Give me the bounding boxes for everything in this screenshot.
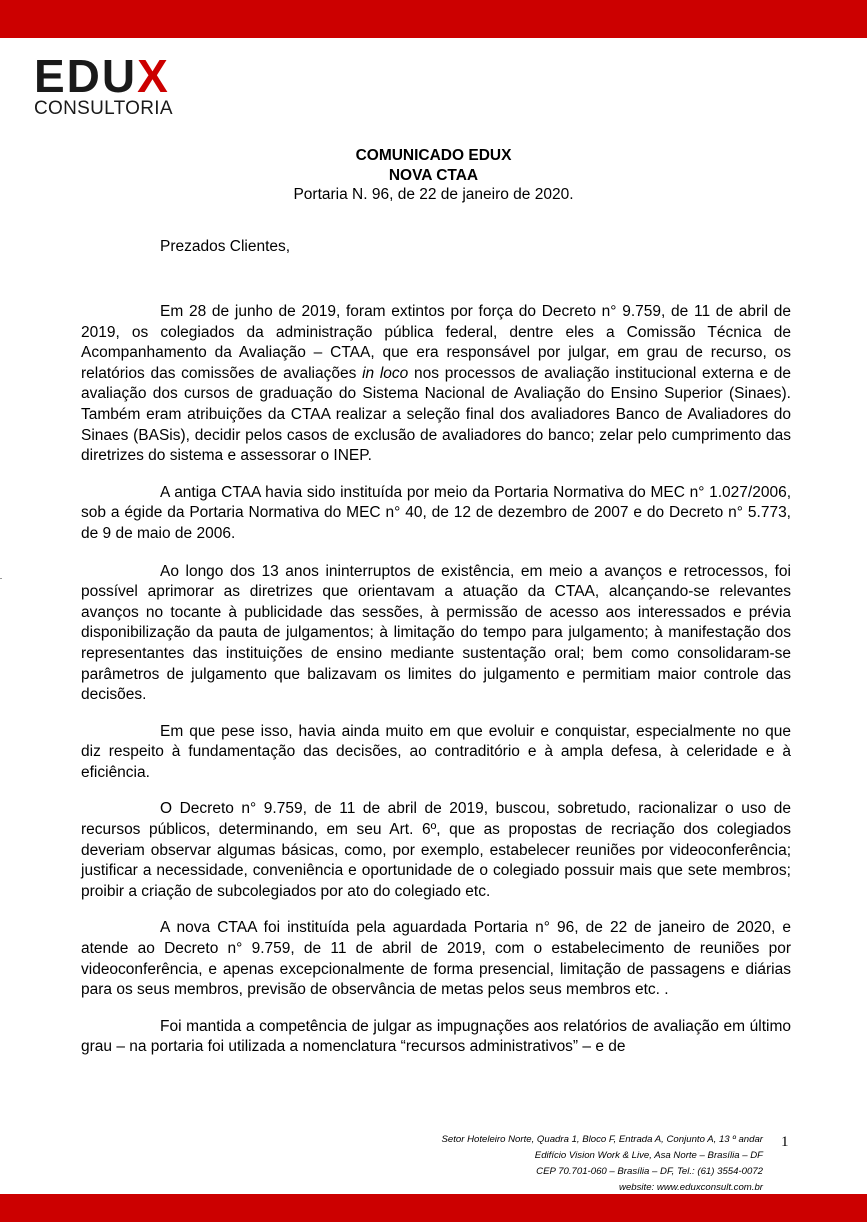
document-reference: Portaria N. 96, de 22 de janeiro de 2020. — [293, 186, 574, 203]
paragraph-1-italic: in loco — [362, 364, 409, 382]
footer-line-3: CEP 70.701-060 – Brasília – DF, Tel.: (61) 3554-0072 — [536, 1166, 763, 1177]
footer-address — [441, 1132, 763, 1196]
logo-x-mark: X — [137, 50, 170, 102]
greeting: Prezados Clientes, — [160, 238, 291, 255]
paragraph-1 — [81, 302, 791, 467]
paragraph-1-part-b: nos processos de avaliação institucional externa e de avaliação dos cursos de graduação do Sistema Nacional de Avaliação do Ensino Superior (Sinaes). Também eram atribuições da CTAA realizar a seleção final dos avaliadores Banco de Avaliadores do Sinaes (BASis), decidir pelos casos de exclusão de avaliadores do banco; zelar pelo cumprimento das diretrizes do sistema e assessorar o INEP. — [81, 364, 792, 465]
logo-subtitle: CONSULTORIA — [34, 98, 173, 119]
bottom-brand-bar — [0, 1194, 867, 1222]
top-brand-bar — [0, 0, 867, 38]
document-title: COMUNICADO EDUX — [355, 147, 512, 164]
footer-line-1: Setor Hoteleiro Norte, Quadra 1, Bloco F, Entrada A, Conjunto A, 13 º andar — [441, 1134, 763, 1145]
page-number: 1 — [781, 1134, 789, 1150]
paragraph-4: Em que pese isso, havia ainda muito em que evoluir e conquistar, especialmente no que diz respeito à fundamentação das decisões, ao contraditório e à ampla defesa, à celeridade e à eficiência. — [81, 722, 791, 781]
document-body — [81, 302, 791, 1074]
paragraph-2: A antiga CTAA havia sido instituída por meio da Portaria Normativa do MEC n° 1.027/2006, sob a égide da Portaria Normativa do MEC n° 40, de 12 de dezembro de 2007 e do Decreto n° 5.773, de 9 de maio de 2006. — [81, 483, 791, 542]
logo-wordmark-letters: EDU — [34, 50, 138, 102]
footer-website: website: www.eduxconsult.com.br — [619, 1182, 763, 1193]
paragraph-7: Foi mantida a competência de julgar as impugnações aos relatórios de avaliação em último grau – na portaria foi utilizada a nomenclatura “recursos administrativos” – e de — [81, 1017, 791, 1056]
paragraph-6: A nova CTAA foi instituída pela aguardada Portaria n° 96, de 22 de janeiro de 2020, e atende ao Decreto n° 9.759, de 11 de abril de 2019, com o estabelecimento de reuniões por videoconferência, e apenas excepcionalmente de forma presencial, limitação de passagens e diárias para os seus membros, previsão de observância de metas pelos seus membros etc. . — [81, 919, 791, 999]
document-subtitle: NOVA CTAA — [388, 167, 479, 184]
paragraph-5: O Decreto n° 9.759, de 11 de abril de 2019, buscou, sobretudo, racionalizar o uso de recursos públicos, determinando, em seu Art. 6º, que as propostas de recriação dos colegiados deveriam observar algumas básicas, como, por exemplo, estabelecer reuniões por videoconferência; justificar a necessidade, conveniência e oportunidade de o colegiado possuir mais que sete membros; proibir a criação de subcolegiados por ato do colegiado etc. — [81, 800, 791, 900]
paragraph-3: Ao longo dos 13 anos ininterruptos de existência, em meio a avanços e retrocessos, foi possível aprimorar as diretrizes que orientavam a atuação da CTAA, alcançando-se relevantes avanços no tocante à publicidade das sessões, à permissão de acesso aos interessados e prévia disponibilização da pauta de julgamentos; à limitação do tempo para julgamento; à manifestação dos representantes das instituições de ensino mediante sustentação oral; bem como consolidaram-se parâmetros de julgamento que balizavam os limites do julgamento e permitiam maior controle das decisões. — [81, 562, 791, 704]
edux-logo — [34, 52, 184, 122]
footer-line-2: Edifício Vision Work & Live, Asa Norte – Brasília – DF — [534, 1150, 763, 1161]
margin-mark — [0, 578, 2, 579]
logo-wordmark — [34, 52, 170, 100]
paragraph-1-part-a: Em 28 de junho de 2019, foram extintos por força do Decreto n° 9.759, de 11 de abril de 2019, os colegiados da administração pública federal, dentre eles a Comissão Técnica de Acompanhamento da Avaliação – CTAA, que era responsável por julgar, em grau de recurso, os relatórios das comissões de avaliações — [81, 303, 791, 382]
